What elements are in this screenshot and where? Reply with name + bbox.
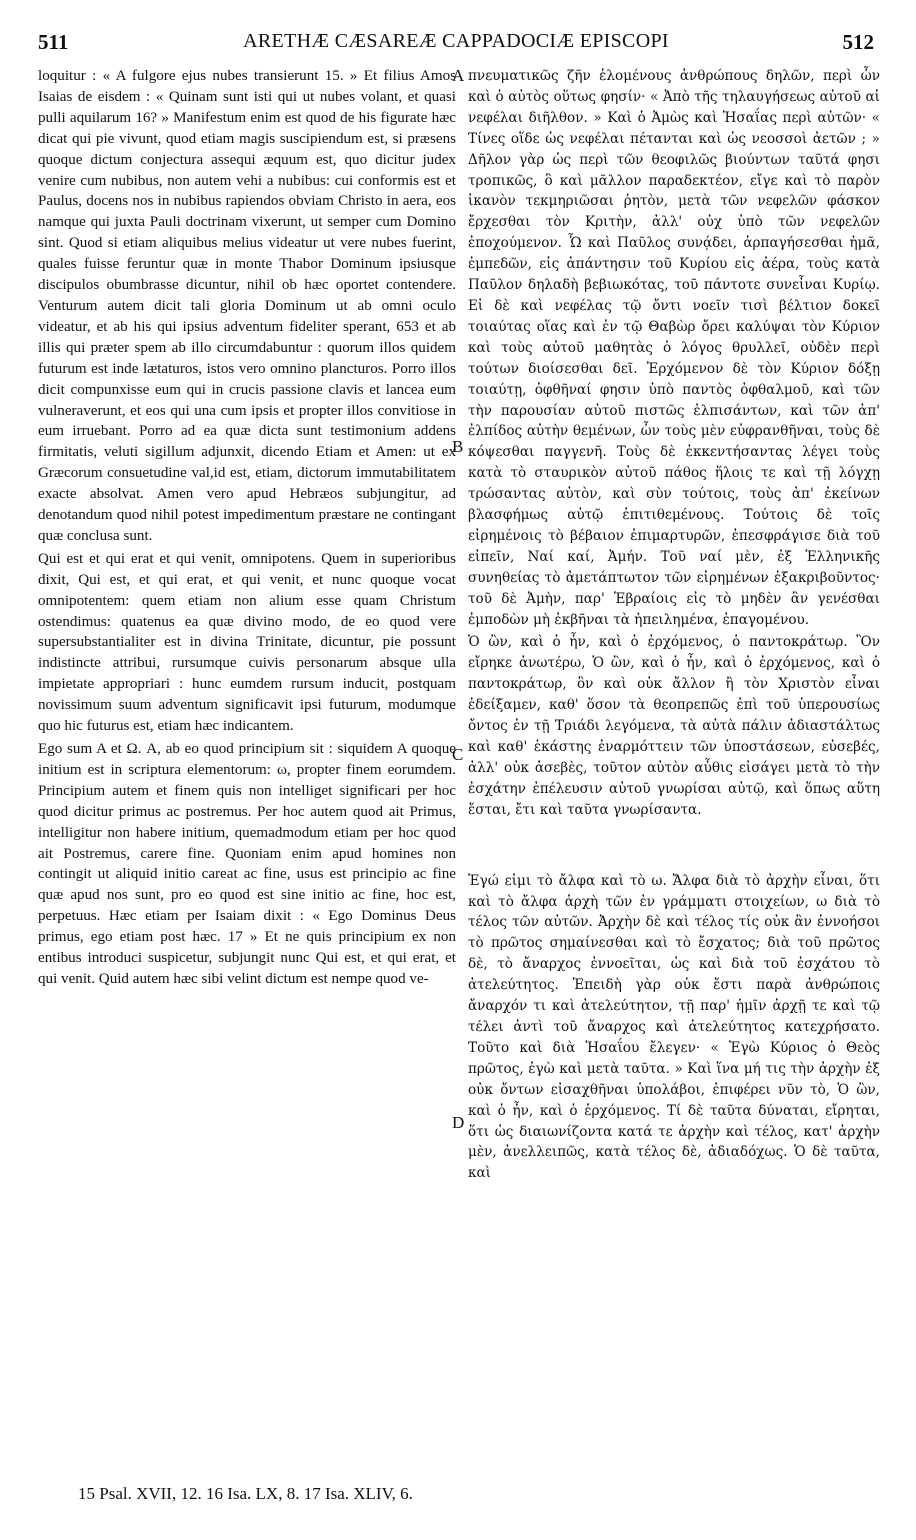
margin-marker-c: C	[452, 745, 464, 764]
margin-marker-a: A	[452, 66, 465, 85]
running-title: ARETHÆ CÆSAREÆ CAPPADOCIÆ EPISCOPI	[243, 30, 669, 52]
footnotes: 15 Psal. XVII, 12. 16 Isa. LX, 8. 17 Isa. XLIV, 6.	[78, 1484, 413, 1503]
margin-marker-d: D	[452, 1113, 465, 1132]
page-header	[38, 30, 874, 56]
page-number-left: 511	[38, 30, 69, 54]
latin-paragraph-1: loquitur : « A fulgore ejus nubes transierunt 15. » Et filius Amos Isaias de eisdem : « Quinam sunt isti qui ut nubes volant, et quasi pulli aquilarum 16? » Manifestum enim est quod de his figurate hæc dicat qui pie vivunt, quod etiam magis suscipiendum est, si præsens quoque dictum conjectura assequi æquum est, quo dicitur judex venire cum nubibus, non autem vehi a nubibus: cui conformis est et Paulus, docens nos in nubibus rapiendos obviam Christo in aera, eos namque qui juxta Pauli doctrinam vixerunt, ut semper cum Domino sint. Quod si etiam aliquibus melius videatur ut vere nubes fuerint, quales fuisse feruntur quæ in monte Thabor Dominum ipsiusque discipulos obumbrasse dicuntur, nihil ob hæc oportet contendere. Venturum autem dicit tali gloria Dominum ut ab omni oculo videatur, et ab his qui ipsius adventum fideliter sperant, 653 et ab illis qui præter spem ab illo circumdabuntur : quorum illos quidem futurum est inde lætaturos, istos vero omnino plancturos. Porro illos dicit compunxisse eum qui in crucis passione clavis et lancea eum vulneraverunt, et eos qui una cum ipsis et propter illos convitiose in eum irruebant. Porro ad ea quæ dicta sunt testimonium addens firmitatis, veluti sigillum adjunxit, dicendo Etiam et Amen: ut ex Græcorum consuetudine val,id est, etiam, dictorum immutabilitatem exacte absolvat. Amen vero apud Hebræos subjungitur, ad denotandum quod nihil potest impedimentum præstare ne contingant quæ conclusa sunt.	[38, 68, 456, 544]
greek-paragraph-2: Ὁ ὢν, καὶ ὁ ἦν, καὶ ὁ ἐρχόμενος, ὁ παντοκράτωρ. Ὃν εἴρηκε ἀνωτέρω, Ὁ ὢν, καὶ ὁ ἦν, καὶ ὁ ἐρχόμενος, καὶ ὁ παντοκράτωρ, ὃν καὶ οὐκ ἄλλον ἢ τὸν Χριστὸν εἶναι ἐδείξαμεν, καθ' ὅσον τὰ θεοπρεπῶς ἐπὶ τοῦ ὑπερουσίως ὄντος ἐν τῇ Τριάδι λεγόμενα, τὰ αὐτὰ πάλιν ἀδιαστάλτως καὶ καθ' ἑκάστης ἐναρμόττειν τῶν ὑποστάσεων, εὐσεβές, ἀλλ' οὐκ ἀσεβὲς, τοῦτον αὐτὸν αὖθις εἰσάγει μετὰ τὸ τὴν ἐσχάτην ἐπέλευσιν αὐτοῦ γνωρίσαι αὐτῷ, καὶ ὅπως αὕτη ἔσται, ἔτι καὶ ταῦτα γνωρίσαντα.	[468, 634, 880, 818]
latin-paragraph-3: Ego sum A et Ω. A, ab eo quod principium sit : siquidem A quoque initium est in scriptura elementorum: ω, propter finem eorumdem. Principium autem et finem quis non intelliget significari per hoc quod dicitur primus ac postremus. Per hoc autem quod ait Primus, intelligitur non habere initium, quemadmodum etiam per hoc quod ait Postremus, carere fine. Quoniam enim apud homines non contingit ut aliquid initio careat ac fine, usus est principio ac fine quæ apud nos sunt, pro eo quod est sine initio ac fine, hoc est, perpetuus. Hæc etiam per Isaiam dixit : « Ego Dominus Deus primus, ego etiam post hæc. 17 » Et ne quis principium ex non entibus introduci suspicetur, subjungit nunc Qui est, et qui erat, et qui venit. Quid autem hæc sibi velint dictum est nempe quod ve-	[38, 741, 456, 987]
greek-paragraph-3: Ἐγώ εἰμι τὸ ἄλφα καὶ τὸ ω. Ἄλφα διὰ τὸ ἀρχὴν εἶναι, ὅτι καὶ τὸ ἄλφα ἀρχὴ τῶν ἐν γράμματι στοιχείων, ω διὰ τὸ τέλος τῶν αὐτῶν. Ἀρχὴν δὲ καὶ τέλος τίς οὐκ ἂν ἐννοήσοι τὸ πρῶτος σημαίνεσθαι καὶ τὸ ἔσχατος; διὰ τοῦ πρῶτος δὲ, τὸ ἄναρχος ἐννοεῖται, ὡς καὶ διὰ τοῦ ἐσχάτου τὸ ἀτελεύτητος. Ἐπειδὴ γὰρ οὐκ ἔστι παρὰ ἀνθρώποις ἄναρχόν τι καὶ ἀτελεύτητον, τῇ παρ' ἡμῖν ἀρχῇ τε καὶ τῷ τέλει ἀντὶ τοῦ ἄναρχος καὶ ἀτελεύτητος κατεχρήσατο. Τοῦτο καὶ διὰ Ἡσαΐου ἔλεγεν· « Ἐγὼ Κύριος ὁ Θεὸς πρῶτος, ἐγὼ καὶ μετὰ ταῦτα. » Καὶ ἵνα μή τις τὴν ἀρχὴν ἐξ οὐκ ὄντων εἰσαχθῆναι ὑπολάβοι, ἐπιφέρει νῦν τὸ, Ὁ ὢν, καὶ ὁ ἦν, καὶ ὁ ἐρχόμενος. Τί δὲ ταῦτα δύναται, εἴρηται, ὅτι ὡς διαιωνίζοντα κατά τε ἀρχὴν καὶ τέλος, κατ' ἀρχὴν μὲν, ἀνελλειπῶς, κατὰ τέλος δὲ, ἀδιαδόχως. Ὁ δὲ ταῦτα, καὶ	[468, 872, 880, 1182]
greek-column	[468, 66, 880, 1184]
margin-marker-b: B	[452, 437, 464, 456]
page-number-right: 512	[842, 30, 874, 54]
section-gap	[468, 821, 880, 871]
latin-paragraph-2: Qui est et qui erat et qui venit, omnipotens. Quem in superioribus dixit, Qui est, et qui erat, et qui venit, et nunc quoque vocat omnipotentem: quem etiam non alium esse quam Christum ostendimus: quatenus ea quæ divino modo, de eo quod vere supersubstantialiter est in divina Trinitate, dicuntur, pie possunt indistincte attribui, rursumque cuivis personarum absque ulla impietate appropriari : hunc eumdem rursum inducit, postquam novissimum suum adventum significavit ipsi futurum, modumque quo hic futurus est, etiam hæc indicantem.	[38, 550, 456, 735]
greek-paragraph-1: πνευματικῶς ζῆν ἑλομένους ἀνθρώπους δηλῶν, περὶ ὧν καὶ ὁ αὐτὸς οὕτως φησίν· « Ἀπὸ τῆς τηλαυγήσεως αὐτοῦ αἱ νεφέλαι διῆλθον. » Καὶ ὁ Ἀμὼς καὶ Ἡσαΐας περὶ αὐτῶν· « Τίνες οἵδε ὡς νεφέλαι πέτανται καὶ ὡς νεοσσοὶ ἀετῶν ; » Δῆλον γὰρ ὡς περὶ τῶν θεοφιλῶς βιούντων ταῦτά φησι τροπικῶς, ὃ καὶ μᾶλλον παραδεκτέον, εἴγε καὶ τὸ παρὸν ἱκανὸν τεκμηριῶσαι ῥητὸν, μετὰ τῶν νεφελῶν φάσκον ἔρχεσθαι τὸν Κριτὴν, ἀλλ' οὐχ ὑπὸ τῶν νεφελῶν ἐποχούμενον. Ὧ καὶ Παῦλος συνᾴδει, ἁρπαγήσεσθαι ἡμᾶ, ἐμπεδῶν, εἰς ἀπάντησιν τοῦ Κυρίου εἰς ἀέρα, τοὺς κατὰ Παῦλον δηλαδὴ βεβιωκότας, τοῦ πάντοτε συνεἶναι Κυρίῳ. Εἰ δὲ καὶ νεφέλας τῷ ὄντι νοεῖν τισὶ βέλτιον δοκεῖ τοιαύτας οἵας καὶ ἐν τῷ Θαβὼρ ὄρει καλύψαι τὸν Κύριον καὶ τοὺς αὐτοῦ μαθητὰς ὁ λόγος θρυλλεῖ, οὐδὲν περὶ τούτων διοίσεσθαι δεῖ. Ἐρχόμενον δὲ τὸν Κύριον δόξῃ τοιαύτῃ, ὀφθῆναί φησιν ὑπὸ παντὸς ὀφθαλμοῦ, καὶ τῶν τὴν παρουσίαν αὐτοῦ πιστῶς ἐλπισάντων, καὶ τῶν ἀπ' ἐλπίδος αὐτὴν θεμένων, ὧν τοὺς μὲν εὐφρανθῆναι, τοὺς δὲ κόψεσθαι παγγενῆ. Τοὺς δὲ ἐκκεντήσαντας λέγει τοὺς κατὰ τὸ σταυρικὸν αὐτοῦ πάθος ἥλοις τε καὶ τῇ λόγχῃ τρώσαντας αὐτὸν, καὶ σὺν τούτοις, τοὺς ἀπ' ἐκείνων βλασφήμως αὐτῷ ἐπιτιθεμένους. Τούτοις δὲ τοῖς εἰρημένοις τὸ βέβαιον ἐπιμαρτυρῶν, ἐπεσφράγισε διὰ τοῦ εἰπεῖν, Ναί καί, Ἀμήν. Τοῦ ναί μὲν, ἐξ Ἑλληνικῆς συνηθείας τὸ ἀμετάπτωτον τῶν εἰρημένων ἐξακριβοῦντος· τοῦ δὲ Ἀμὴν, παρ' Ἑβραίοις εἰς τὸ μηδὲν ἂν γενέσθαι ἐμποδὼν μὴ ἐκβῆναι τὰ ἠπειλημένα, ἐπαγομένου.	[468, 68, 880, 628]
latin-column	[38, 66, 456, 990]
